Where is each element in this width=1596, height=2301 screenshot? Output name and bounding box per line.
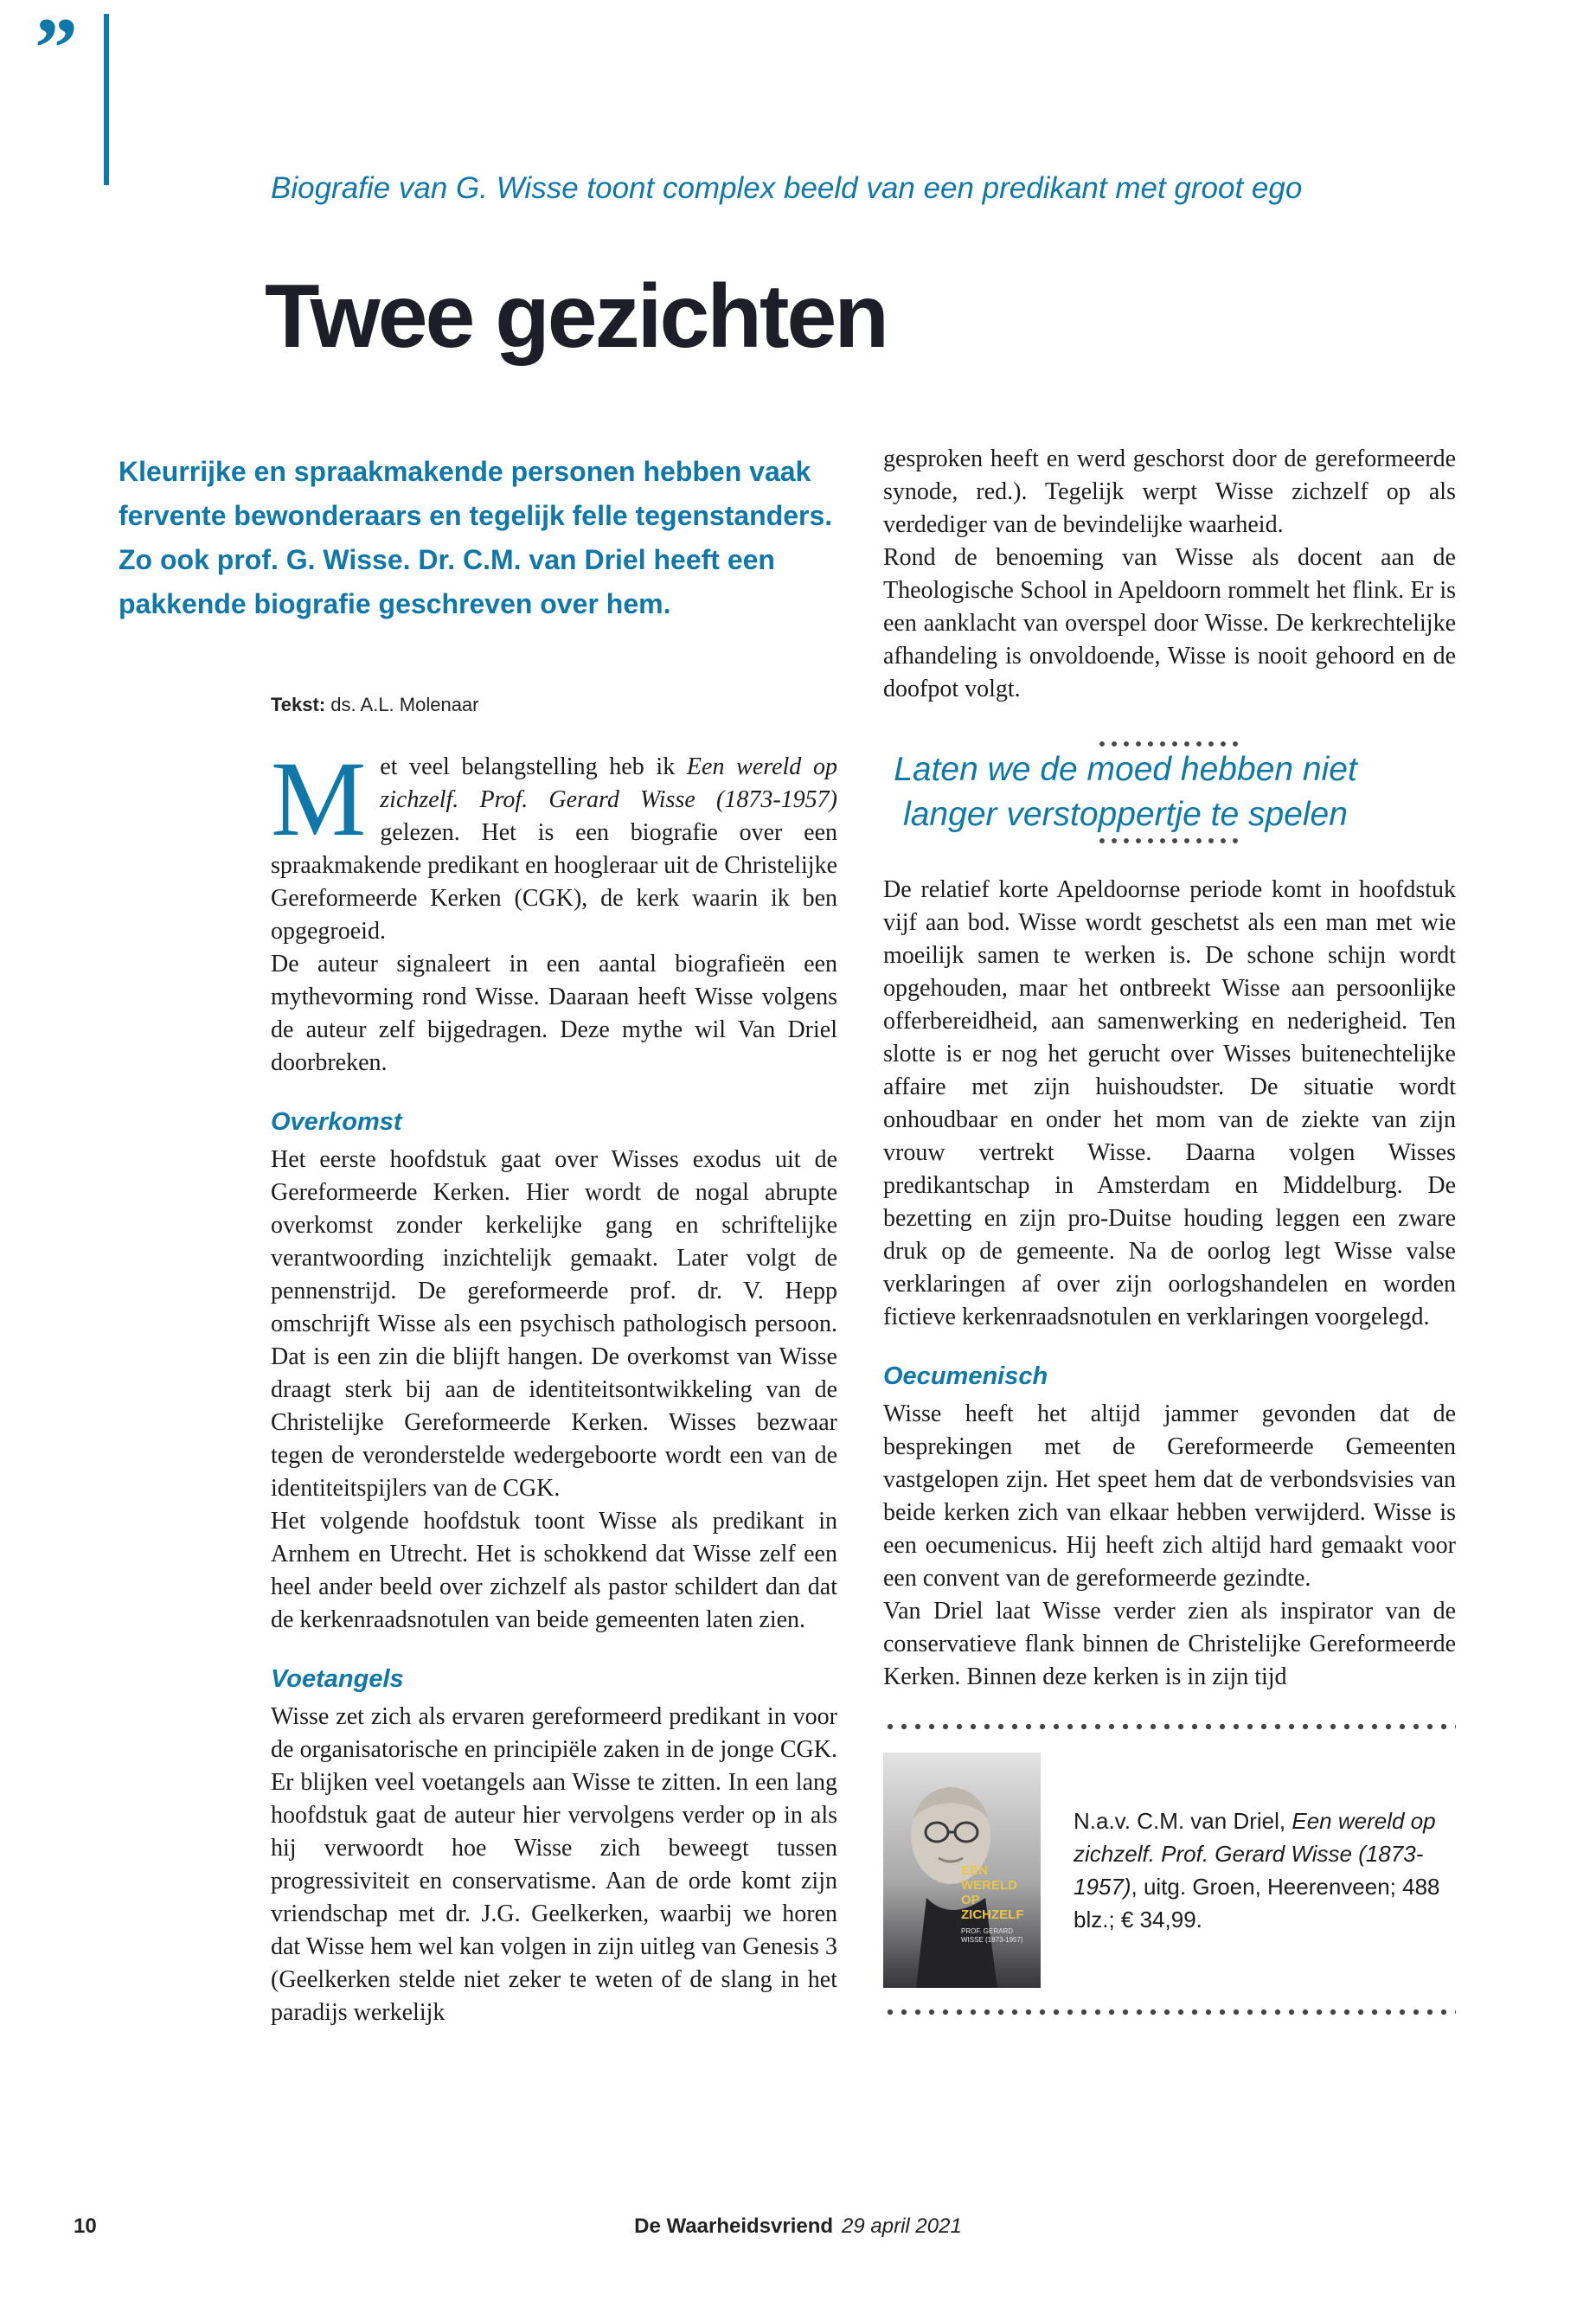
book-cover-title: EEN WERELD OP ZICHZELF (961, 1863, 1024, 1922)
left-column (271, 740, 838, 2029)
book-cover-text (961, 1863, 1034, 1945)
byline (271, 694, 479, 716)
headline: Twee gezichten (265, 266, 887, 367)
book-row (883, 1730, 1456, 2009)
page-number: 10 (74, 2214, 97, 2238)
subhead-voetangels: Voetangels (271, 1665, 404, 1693)
body-paragraph (271, 740, 838, 948)
byline-label: Tekst: (271, 694, 326, 715)
body-paragraph: Van Driel laat Wisse verder zien als inspirator van de conservatieve flank binnen de Christelijke Gereformeerde Kerken. Binnen deze kerken is in zijn tijd (883, 1598, 1456, 1690)
right-column (883, 443, 1456, 2016)
book-info-text: N.a.v. C.M. van Driel, (1074, 1808, 1292, 1834)
book-cover-subtitle: PROF. GERARD WISSE (1873-1957) (961, 1927, 1023, 1944)
footer (0, 2214, 1596, 2239)
book-cover-image (883, 1753, 1041, 1988)
dotted-separator (1096, 740, 1243, 747)
kicker: Biografie van G. Wisse toont complex beeld van een predikant met groot ego (271, 171, 1303, 205)
body-paragraph: De relatief korte Apeldoornse periode komt in hoofdstuk vijf aan bod. Wisse wordt geschetst als een man met wie moeilijk samen te werken is. De schone schijn wordt opgehouden, maar het ontbreekt Wisse aan persoonlijke offerbereidheid, aan samenwerking en nederigheid. Ten slotte is er nog het gerucht over Wisses buitenechtelijke affaire met zijn huishoudster. De situatie wordt onhoudbaar en onder het mom van de ziekte van zijn vrouw vertrekt Wisse. Daarna volgen Wisses predikantschap in Amsterdam en Middelburg. De bezetting en zijn pro-Duitse houding leggen een zware druk op de gemeente. Na de oorlog legt Wisse valse verklaringen af over zijn oorlogshandelen en worden fictieve kerkenraadsnotulen en verklaringen voorgelegd. (883, 876, 1456, 1330)
dotted-separator (883, 1723, 1456, 1730)
dotted-separator (883, 2009, 1456, 2016)
pull-quote-text: Laten we de moed hebben niet langer verstoppertje te spelen (894, 751, 1357, 833)
drop-cap: M (271, 740, 367, 858)
body-paragraph: Wisse zet zich als ervaren gereformeerd predikant in voor de organisatorische en principiële zaken in de jonge CGK. Er blijken veel voetangels aan Wisse te zitten. In een lang hoofdstuk gaat de auteur hier vervolgens verder op in als hij verwoordt hoe Wisse zich beweegt tussen progressiviteit en conservatisme. Aan de orde komt zijn vriendschap met dr. J.G. Geelkerken, waarbij we horen dat Wisse hem wel kan volgen in zijn uitleg van Genesis 3 (Geelkerken stelde niet zeker te weten of de slang in het paradijs werkelijk (271, 1703, 837, 2026)
footer-date: 29 april 2021 (842, 2214, 962, 2238)
accent-rule (104, 14, 109, 185)
subhead-oecumenisch: Oecumenisch (883, 1362, 1048, 1390)
body-paragraph: Rond de benoeming van Wisse als docent aan de Theologische School in Apeldoorn rommelt het flink. Er is een aanklacht van overspel door Wisse. De kerkrechtelijke afhandeling is onvoldoende, Wisse is nooit gehoord en de doofpot volgt. (883, 544, 1456, 702)
body-paragraph: Het volgende hoofdstuk toont Wisse als predikant in Arnhem en Utrecht. Het is schokkend dat Wisse zelf een heel ander beeld over zichzelf als pastor schildert dan dat de kerkenraadsnotulen van beide gemeenten laten zien. (271, 1508, 837, 1633)
book-reference (883, 1723, 1456, 2016)
paragraph-text: gelezen. Het is een biografie over een spraakmakende predikant en hoogleraar uit de Christelijke Gereformeerde Kerken (CGK), de kerk waarin ik ben opgegroeid. (271, 819, 837, 945)
quote-mark-icon: ” (35, 0, 78, 96)
body-paragraph: gesproken heeft en werd geschorst door de gereformeerde synode, red.). Tegelijk werpt Wisse zichzelf op als verdediger van de bevindelijke waarheid. (883, 445, 1456, 538)
subhead-overkomst: Overkomst (271, 1108, 402, 1136)
body-paragraph: Het eerste hoofdstuk gaat over Wisses exodus uit de Gereformeerde Kerken. Hier wordt de nogal abrupte overkomst zonder kerkelijke gang en schriftelijke verantwoording inzichtelijk gemaakt. Later volgt de pennenstrijd. De gereformeerde prof. dr. V. Hepp omschrijft Wisse als een psychisch pathologisch persoon. Dat is een zin die blijft hangen. De overkomst van Wisse draagt sterk bij aan de identiteitsontwikkeling van de Christelijke Gereformeerde Kerken. Wisses bezwaar tegen de veronderstelde wedergeboorte wordt een van de identiteitspijlers van de CGK. (271, 1146, 837, 1502)
byline-name: ds. A.L. Molenaar (325, 694, 479, 715)
dotted-separator (1096, 837, 1243, 844)
pull-quote (883, 740, 1456, 844)
paragraph-text: et veel belangstelling heb ik (380, 753, 687, 780)
footer-magazine-title: De Waarheidsvriend (634, 2214, 834, 2238)
body-paragraph: Wisse heeft het altijd jammer gevonden dat de besprekingen met de Gereformeerde Gemeenten vastgelopen zijn. Het speet hem dat de verbondsvisies van beide kerken zich van elkaar hebben verwijderd. Wisse is een oecumenicus. Hij heeft zich altijd hard gemaakt voor een convent van de gereformeerde gezindte. (883, 1400, 1456, 1592)
book-info (1074, 1804, 1456, 1936)
book-title-italic: Een wereld op zichzelf. Prof. Gerard Wisse (1873-1957) (380, 753, 838, 813)
body-paragraph: De auteur signaleert in een aantal biografieën een mythevorming rond Wisse. Daaraan heeft Wisse volgens de auteur zelf bijgedragen. Deze mythe wil Van Driel doorbreken. (271, 951, 837, 1076)
book-title-italic: Een wereld op zichzelf. Prof. Gerard Wisse (1873-1957) (1074, 1808, 1436, 1900)
book-info-text: , uitg. Groen, Heerenveen; 488 blz.; € 34,99. (1074, 1874, 1440, 1932)
intro-paragraph: Kleurrijke en spraakmakende personen hebben vaak fervente bewonderaars en tegelijk felle tegenstanders. Zo ook prof. G. Wisse. Dr. C.M. van Driel heeft een pakkende biografie geschreven over hem. (119, 456, 833, 619)
